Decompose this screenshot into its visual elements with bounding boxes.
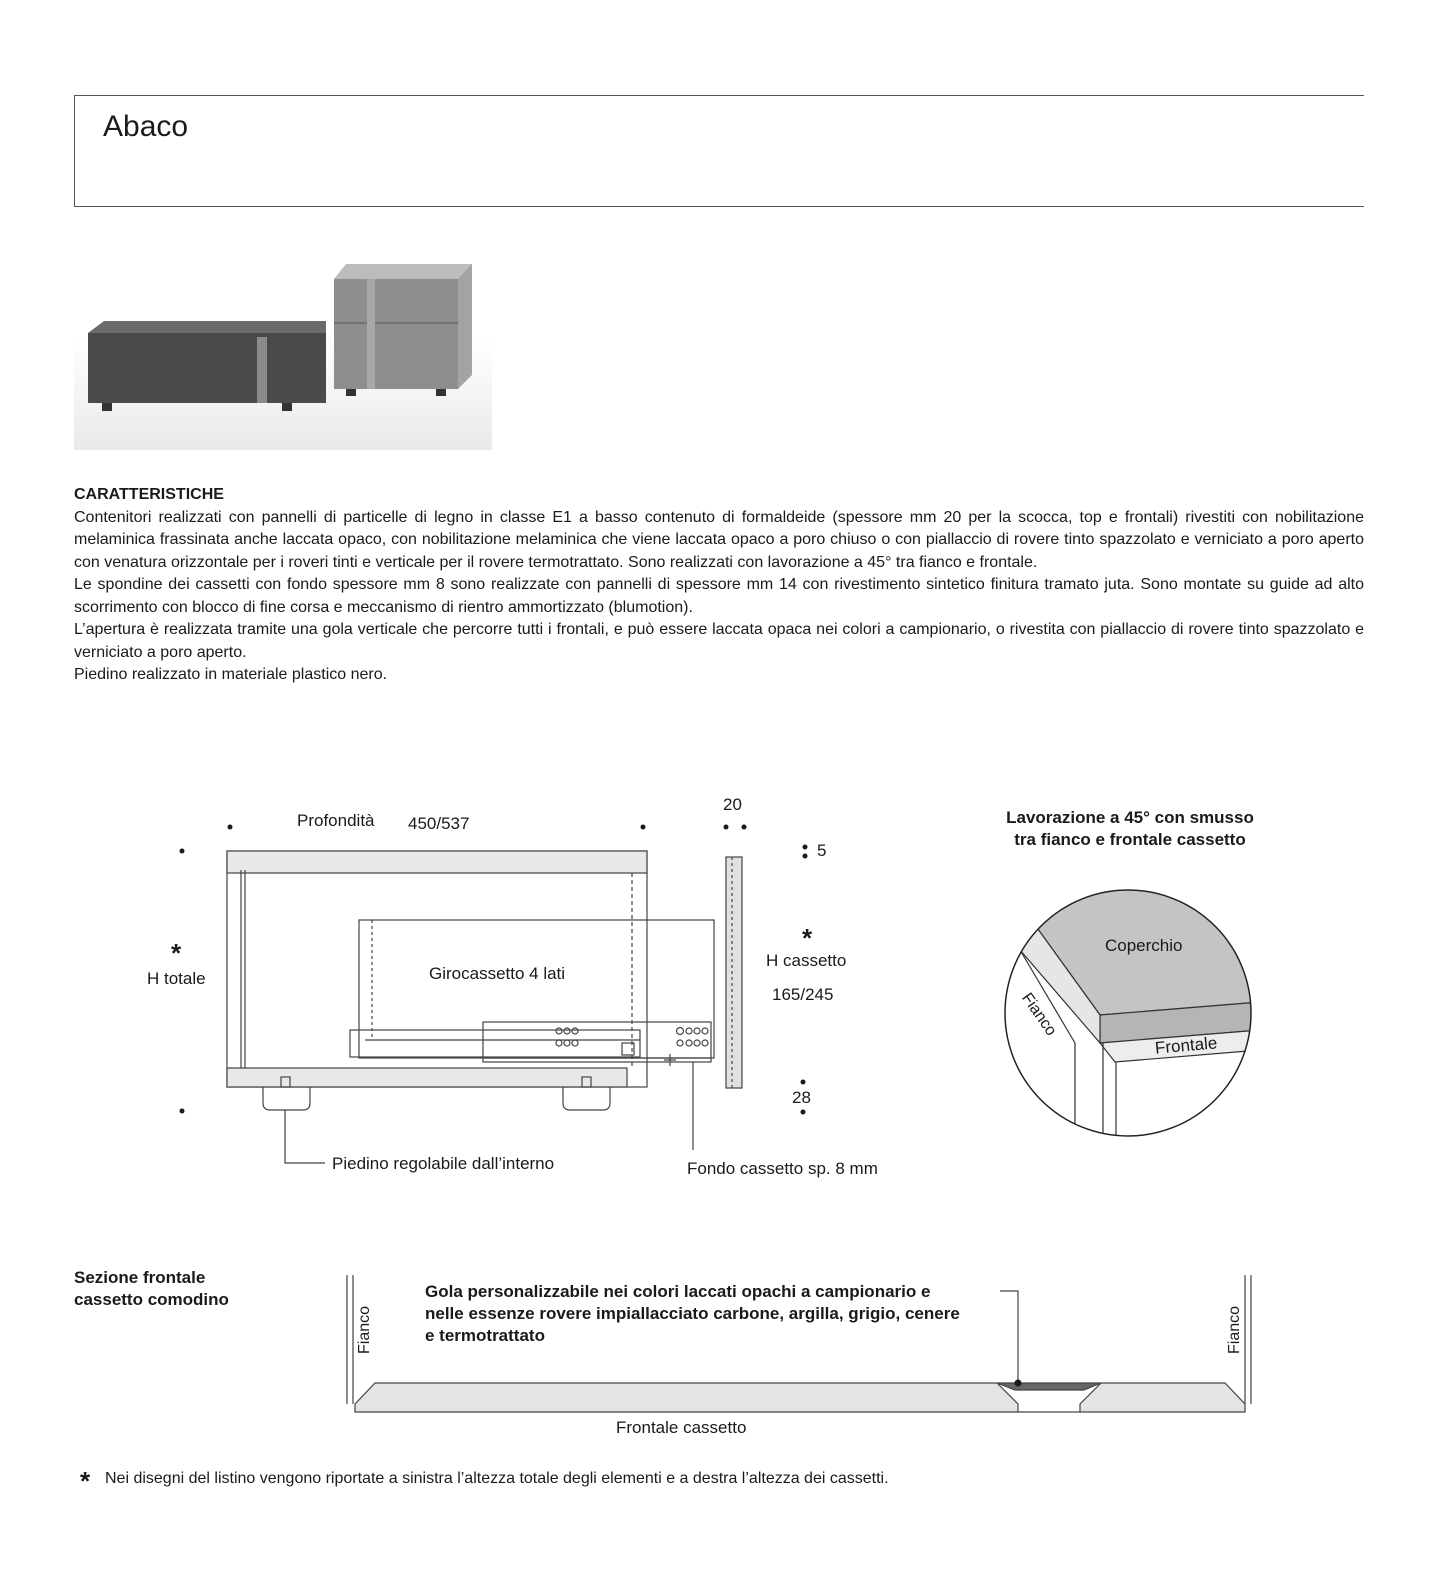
side-label: Fianco	[1018, 990, 1060, 1040]
corner-detail-title-1: Lavorazione a 45° con smusso	[1006, 808, 1254, 827]
corner-detail-title-2: tra fianco e frontale cassetto	[1014, 830, 1246, 849]
features-heading: CARATTERISTICHE	[74, 486, 224, 503]
front-section-title-1: Sezione frontale	[74, 1268, 206, 1287]
depth-value: 450/537	[408, 814, 470, 833]
h-total-star: *	[171, 938, 182, 968]
features-paragraph: Le spondine dei cassetti con fondo spessore mm 8 sono realizzate con pannelli di spessore mm 14 con rivestimento sintetico finitura tramato juta. Sono montate su guide ad alto scorrimento con blocco di fine corsa e meccanismo di rientro ammortizzato (blumotion).	[74, 576, 1364, 616]
features-paragraph: Piedino realizzato in materiale plastico nero.	[74, 666, 388, 683]
h-drawer-label: H cassetto	[766, 951, 847, 970]
foot-label: Piedino regolabile dall’interno	[332, 1154, 555, 1173]
depth-label: Profondità	[297, 811, 375, 830]
side-label-left: Fianco	[356, 1305, 373, 1354]
top-gap: 5	[817, 841, 827, 860]
footnote-star: *	[80, 1466, 91, 1496]
side-label-right: Fianco	[1226, 1305, 1243, 1354]
groove-note-2: nelle essenze rovere impiallacciato carbone, argilla, grigio, cenere	[425, 1304, 960, 1323]
h-drawer-value: 165/245	[772, 985, 834, 1004]
features-paragraph: L’apertura è realizzata tramite una gola verticale che percorre tutti i frontali, e può essere laccata opaca nei colori a campionario, o rivestita con piallaccio di rovere tinto spazzolato e verniciato a poro aperto.	[74, 621, 1364, 661]
groove-note-3: e termotrattato	[425, 1326, 545, 1345]
drawer-label: Girocassetto 4 lati	[429, 964, 566, 983]
groove-note-1: Gola personalizzabile nei colori laccati opachi a campionario e	[425, 1282, 931, 1301]
front-section-title-2: cassetto comodino	[74, 1290, 229, 1309]
bottom-gap: 28	[792, 1088, 811, 1107]
lid-label: Coperchio	[1105, 936, 1183, 955]
page-title: Abaco	[103, 110, 189, 143]
drawer-front-label: Frontale cassetto	[616, 1418, 747, 1437]
features-paragraph: Contenitori realizzati con pannelli di particelle di legno in classe E1 a basso contenuto di formaldeide (spessore mm 20 per la scocca, top e frontali) rivestiti con nobilitazione melaminica frassinata anche laccata opaco, con nobilitazione melaminica che viene laccata opaco a poro chiuso o con piallaccio di rovere tinto spazzolato e verniciato a poro aperto con venatura orizzontale per i roveri tinti e verticale per il rovere termotrattato. Sono realizzati con lavorazione a 45° tra fianco e frontale.	[74, 508, 1364, 571]
footnote-text: Nei disegni del listino vengono riportate a sinistra l’altezza totale degli elementi e a destra l’altezza dei cassetti.	[105, 1470, 889, 1487]
h-drawer-star: *	[802, 923, 813, 953]
h-total-label: H totale	[147, 969, 206, 988]
drawer-bottom-label: Fondo cassetto sp. 8 mm	[687, 1159, 878, 1178]
front-label: Frontale	[1154, 1033, 1219, 1058]
front-thickness: 20	[723, 795, 742, 814]
